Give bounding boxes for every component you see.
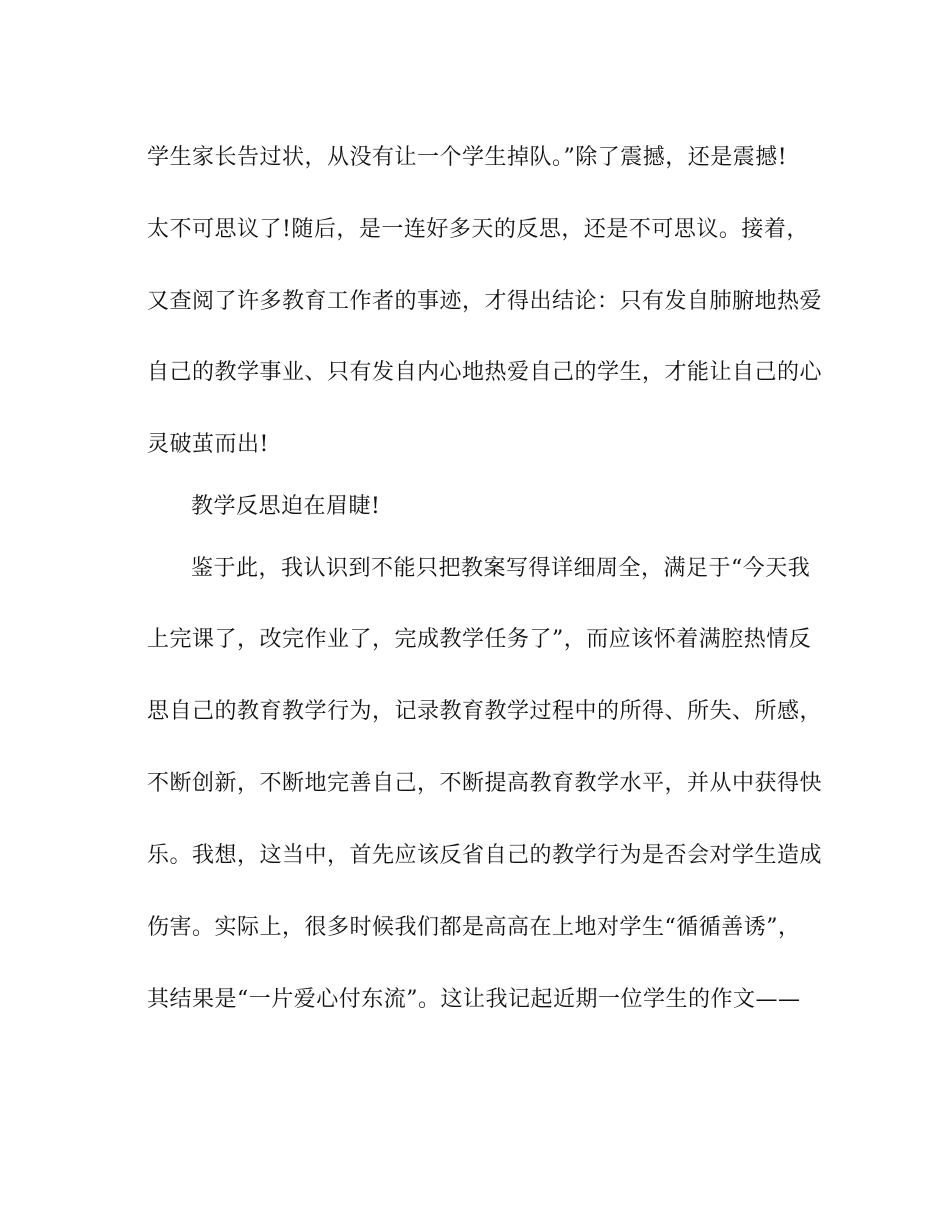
text-line-12: 伤害。实际上，很多时候我们都是高高在上地对学生“循循善诱”， bbox=[147, 915, 801, 940]
text-line-7: 鉴于此，我认识到不能只把教案写得详细周全，满足于“今天我 bbox=[191, 556, 811, 581]
paragraph-heading-line: 教学反思迫在眉睫! bbox=[191, 494, 381, 519]
text-line-8: 上完课了，改完作业了，完成教学任务了”，而应该怀着满腔热情反 bbox=[147, 627, 812, 652]
text-line-9: 思自己的教育教学行为，记录教育教学过程中的所得、所失、所感， bbox=[147, 699, 823, 724]
text-line-11: 乐。我想，这当中，首先应该反省自己的教学行为是否会对学生造成 bbox=[147, 843, 823, 868]
text-line-1: 学生家长告过状，从没有让一个学生掉队。”除了震撼，还是震撼! bbox=[147, 145, 788, 170]
text-line-4: 自己的教学事业、只有发自内心地热爱自己的学生，才能让自己的心 bbox=[147, 360, 823, 385]
text-line-2: 太不可思议了!随后，是一连好多天的反思，还是不可思议。接着， bbox=[147, 217, 809, 242]
text-line-10: 不断创新，不断地完善自己，不断提高教育教学水平，并从中获得快 bbox=[147, 771, 823, 796]
text-line-3: 又查阅了许多教育工作者的事迹，才得出结论：只有发自肺腑地热爱 bbox=[147, 289, 823, 314]
text-line-13: 其结果是“一片爱心付东流”。这让我记起近期一位学生的作文—— bbox=[147, 987, 801, 1012]
text-line-5: 灵破茧而出! bbox=[147, 432, 269, 457]
